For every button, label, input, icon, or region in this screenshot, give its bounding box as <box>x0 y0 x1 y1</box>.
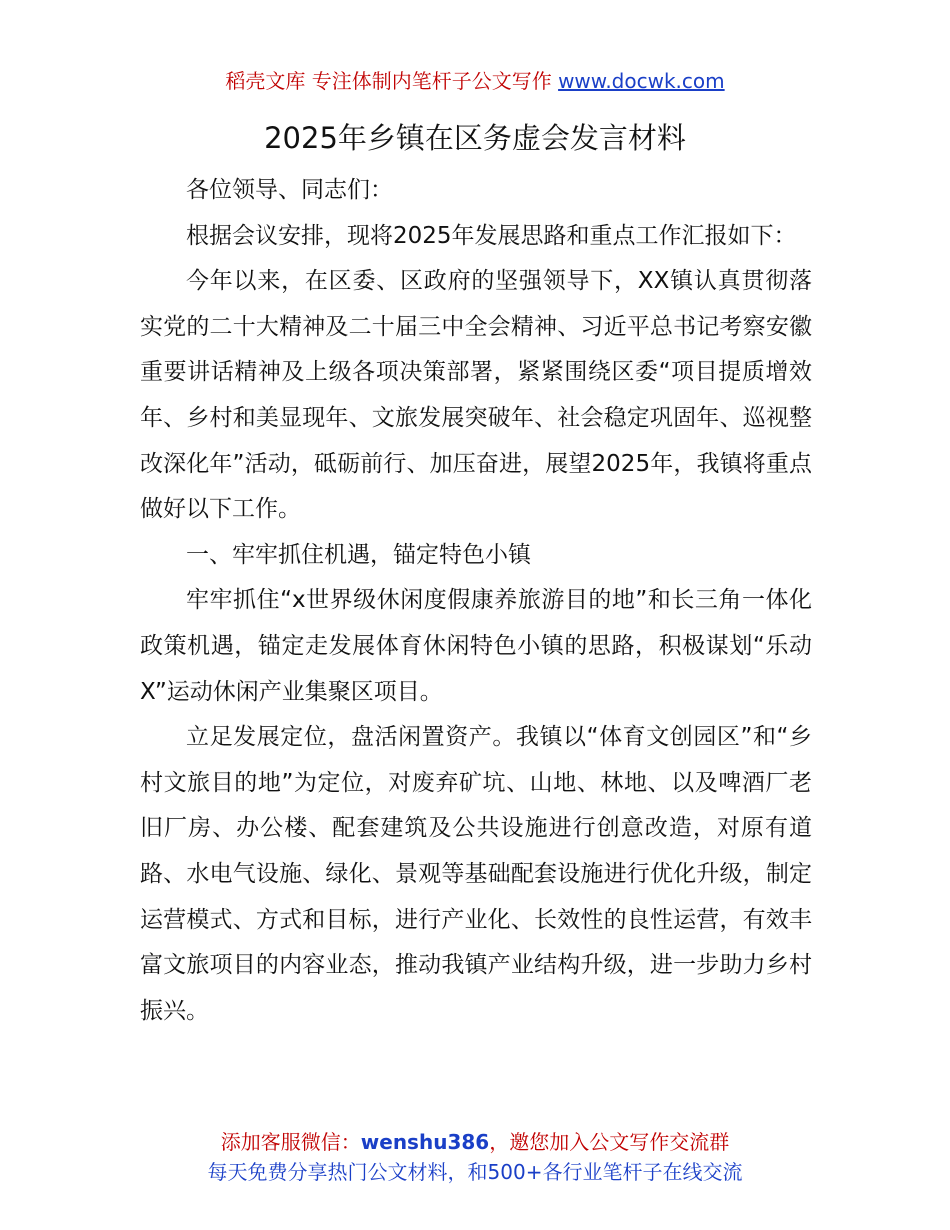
section-1-paragraph-2: 立足发展定位，盘活闲置资产。我镇以“体育文创园区”和“乡村文旅目的地”为定位，对废弃矿坑、山地、林地、以及啤酒厂老旧厂房、办公楼、配套建筑及公共设施进行创意改造，对原有道路、水电气设施、绿化、景观等基础配套设施进行优化升级，制定运营模式、方式和目标，进行产业化、长效性的良性运营，有效丰富文旅项目的内容业态，推动我镇产业结构升级，进一步助力乡村振兴。 <box>140 724 812 1024</box>
footer-line-2: 每天免费分享热门公文材料，和500+各行业笔杆子在线交流 <box>207 1160 743 1184</box>
section-1-paragraph-1: 牢牢抓住“x世界级休闲度假康养旅游目的地”和长三角一体化政策机遇，锚定走发展体育休闲特色小镇的思路，积极谋划“乐动X”运动休闲产业集聚区项目。 <box>140 587 812 705</box>
wechat-id: wenshu386 <box>360 1130 490 1154</box>
page-footer <box>0 1127 950 1187</box>
section-heading-1: 一、牢牢抓住机遇，锚定特色小镇 <box>186 541 531 568</box>
document-title: 2025年乡镇在区务虚会发言材料 <box>264 121 686 155</box>
footer-line-1 <box>0 1127 950 1157</box>
header-slogan: 稻壳文库 专注体制内笔杆子公文写作 <box>225 69 559 93</box>
document-body <box>140 168 812 1034</box>
footer-suffix: ，邀您加入公文写作交流群 <box>489 1130 730 1154</box>
page-header <box>0 66 950 96</box>
footer-prefix: 添加客服微信： <box>220 1130 361 1154</box>
background-paragraph: 今年以来，在区委、区政府的坚强领导下，XX镇认真贯彻落实党的二十大精神及二十届三中全会精神、习近平总书记考察安徽重要讲话精神及上级各项决策部署，紧紧围绕区委“项目提质增效年、乡村和美显现年、文旅发展突破年、社会稳定巩固年、巡视整改深化年”活动，砥砺前行、加压奋进，展望2025年，我镇将重点做好以下工作。 <box>140 268 812 523</box>
header-link[interactable]: www.docwk.com <box>558 69 725 93</box>
intro-paragraph: 根据会议安排，现将2025年发展思路和重点工作汇报如下： <box>186 222 797 249</box>
salutation: 各位领导、同志们： <box>186 177 393 203</box>
